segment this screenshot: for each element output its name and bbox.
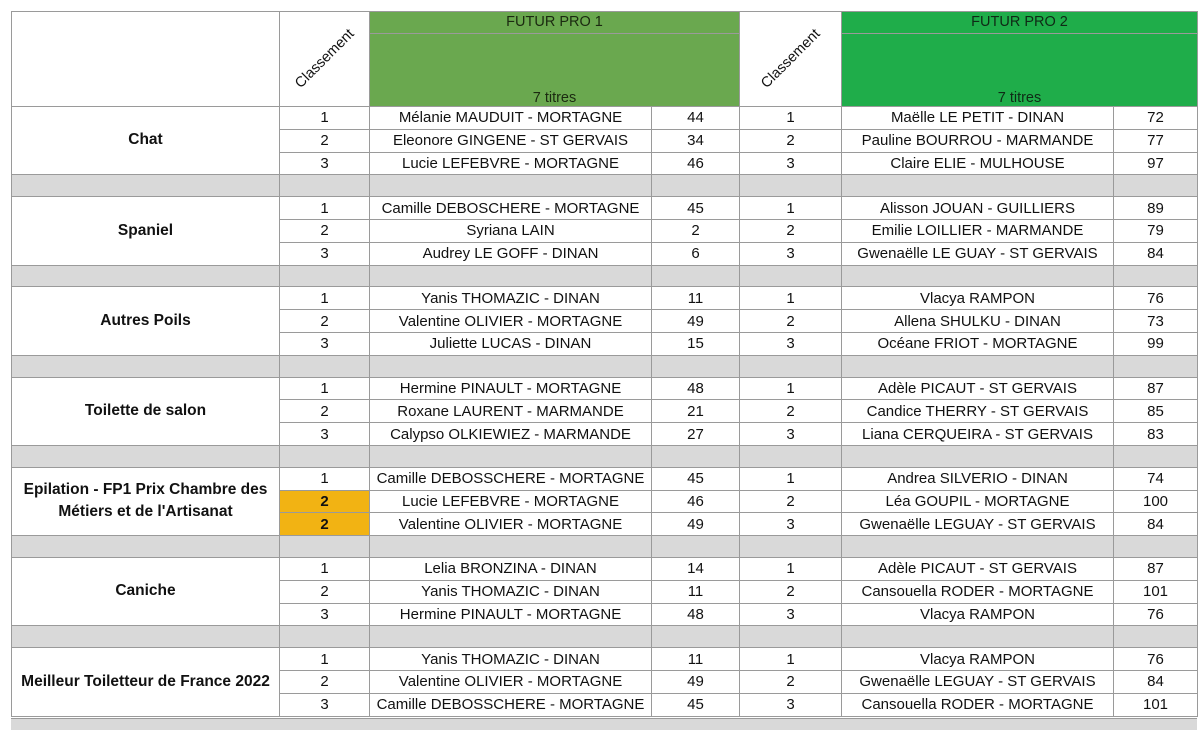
spacer-cell — [370, 536, 652, 558]
spacer-cell — [370, 355, 652, 377]
fp1-number-cell: 45 — [652, 693, 740, 716]
fp2-number-cell: 83 — [1114, 423, 1198, 446]
category-label: Spaniel — [12, 197, 280, 265]
spacer-cell — [280, 626, 370, 648]
fp2-number-cell: 77 — [1114, 129, 1198, 152]
spacer-cell — [1114, 626, 1198, 648]
fp1-rank-cell: 2 — [280, 580, 370, 603]
fp2-name-cell: Cansouella RODER - MORTAGNE — [842, 580, 1114, 603]
category-label: Chat — [12, 107, 280, 175]
spacer-cell — [12, 536, 280, 558]
fp1-name-cell: Hermine PINAULT - MORTAGNE — [370, 603, 652, 626]
fp1-name-cell: Audrey LE GOFF - DINAN — [370, 242, 652, 265]
fp1-rank-cell: 2 — [280, 129, 370, 152]
fp2-number-cell: 101 — [1114, 580, 1198, 603]
fp1-name-cell: Lelia BRONZINA - DINAN — [370, 557, 652, 580]
fp2-name-cell: Vlacya RAMPON — [842, 603, 1114, 626]
fp1-number-cell: 45 — [652, 467, 740, 490]
spacer-cell — [740, 355, 842, 377]
fp1-name-cell: Eleonore GINGENE - ST GERVAIS — [370, 129, 652, 152]
fp2-number-cell: 84 — [1114, 242, 1198, 265]
fp2-name-cell: Candice THERRY - ST GERVAIS — [842, 400, 1114, 423]
spacer-cell — [1114, 536, 1198, 558]
table-row — [12, 557, 1198, 580]
fp2-number-cell: 87 — [1114, 557, 1198, 580]
classement-header-fp2: Classement — [740, 12, 842, 107]
fp2-rank-cell: 3 — [740, 242, 842, 265]
spacer-cell — [370, 626, 652, 648]
fp1-number-cell: 46 — [652, 152, 740, 175]
fp2-name-cell: Vlacya RAMPON — [842, 287, 1114, 310]
fp2-name-cell: Claire ELIE - MULHOUSE — [842, 152, 1114, 175]
fp2-number-cell: 72 — [1114, 107, 1198, 130]
fp2-rank-cell: 3 — [740, 513, 842, 536]
fp2-number-cell: 100 — [1114, 490, 1198, 513]
fp2-number-cell: 99 — [1114, 332, 1198, 355]
fp2-rank-cell: 3 — [740, 693, 842, 716]
fp1-name-cell: Valentine OLIVIER - MORTAGNE — [370, 310, 652, 333]
fp2-rank-cell: 2 — [740, 129, 842, 152]
spacer-cell — [370, 445, 652, 467]
fp1-name-cell: Camille DEBOSSCHERE - MORTAGNE — [370, 467, 652, 490]
fp1-number-cell: 15 — [652, 332, 740, 355]
fp1-number-cell: 11 — [652, 287, 740, 310]
spacer-cell — [280, 536, 370, 558]
fp1-number-cell: 48 — [652, 377, 740, 400]
fp2-name-cell: Léa GOUPIL - MORTAGNE — [842, 490, 1114, 513]
category-label: Meilleur Toiletteur de France 2022 — [12, 648, 280, 716]
spacer-cell — [652, 355, 740, 377]
fp1-name-cell: Lucie LEFEBVRE - MORTAGNE — [370, 490, 652, 513]
spacer-cell — [740, 175, 842, 197]
fp1-name-cell: Lucie LEFEBVRE - MORTAGNE — [370, 152, 652, 175]
fp1-name-cell: Mélanie MAUDUIT - MORTAGNE — [370, 107, 652, 130]
fp2-rank-cell: 1 — [740, 557, 842, 580]
spacer-cell — [652, 445, 740, 467]
spacer-row — [12, 626, 1198, 648]
fp1-number-cell: 2 — [652, 219, 740, 242]
fp1-number-cell: 44 — [652, 107, 740, 130]
fp2-rank-cell: 2 — [740, 310, 842, 333]
table-row — [12, 467, 1198, 490]
fp1-name-cell: Camille DEBOSCHERE - MORTAGNE — [370, 197, 652, 220]
fp1-number-cell: 11 — [652, 648, 740, 671]
fp2-number-cell: 89 — [1114, 197, 1198, 220]
table-row — [12, 648, 1198, 671]
spacer-cell — [842, 175, 1114, 197]
fp2-rank-cell: 1 — [740, 287, 842, 310]
spacer-cell — [652, 265, 740, 287]
fp1-name-cell: Roxane LAURENT - MARMANDE — [370, 400, 652, 423]
fp2-name-cell: Adèle PICAUT - ST GERVAIS — [842, 377, 1114, 400]
fp1-rank-cell: 1 — [280, 107, 370, 130]
spacer-cell — [842, 265, 1114, 287]
spacer-cell — [280, 445, 370, 467]
fp2-name-cell: Gwenaëlle LEGUAY - ST GERVAIS — [842, 513, 1114, 536]
fp1-rank-cell: 2 — [280, 670, 370, 693]
fp1-title: FUTUR PRO 1 — [370, 12, 740, 34]
fp1-number-cell: 6 — [652, 242, 740, 265]
fp1-rank-cell: 1 — [280, 648, 370, 671]
fp2-rank-cell: 2 — [740, 670, 842, 693]
spacer-row — [12, 265, 1198, 287]
fp2-name-cell: Vlacya RAMPON — [842, 648, 1114, 671]
spacer-row — [12, 175, 1198, 197]
fp1-rank-cell: 3 — [280, 603, 370, 626]
fp2-name-cell: Liana CERQUEIRA - ST GERVAIS — [842, 423, 1114, 446]
fp1-rank-cell: 3 — [280, 693, 370, 716]
fp1-name-cell: Valentine OLIVIER - MORTAGNE — [370, 670, 652, 693]
fp1-number-cell: 21 — [652, 400, 740, 423]
fp2-name-cell: Maëlle LE PETIT - DINAN — [842, 107, 1114, 130]
fp1-rank-cell: 1 — [280, 557, 370, 580]
category-label: Caniche — [12, 557, 280, 625]
fp1-name-cell: Hermine PINAULT - MORTAGNE — [370, 377, 652, 400]
fp2-number-cell: 87 — [1114, 377, 1198, 400]
category-label: Toilette de salon — [12, 377, 280, 445]
spacer-cell — [652, 536, 740, 558]
fp1-name-cell: Yanis THOMAZIC - DINAN — [370, 287, 652, 310]
fp2-number-cell: 76 — [1114, 603, 1198, 626]
spacer-row — [12, 445, 1198, 467]
fp2-number-cell: 97 — [1114, 152, 1198, 175]
fp2-name-cell: Andrea SILVERIO - DINAN — [842, 467, 1114, 490]
fp1-name-cell: Juliette LUCAS - DINAN — [370, 332, 652, 355]
fp1-rank-cell: 2 — [280, 513, 370, 536]
fp2-subtitle: 7 titres — [842, 34, 1198, 107]
table-row — [12, 287, 1198, 310]
fp2-name-cell: Allena SHULKU - DINAN — [842, 310, 1114, 333]
table-row — [12, 197, 1198, 220]
spacer-cell — [740, 265, 842, 287]
fp1-rank-cell: 3 — [280, 242, 370, 265]
fp2-number-cell: 73 — [1114, 310, 1198, 333]
fp2-name-cell: Pauline BOURROU - MARMANDE — [842, 129, 1114, 152]
fp1-rank-cell: 1 — [280, 377, 370, 400]
fp1-subtitle: 7 titres — [370, 34, 740, 107]
fp2-rank-cell: 2 — [740, 580, 842, 603]
spacer-cell — [280, 265, 370, 287]
spacer-row — [12, 355, 1198, 377]
fp2-name-cell: Océane FRIOT - MORTAGNE — [842, 332, 1114, 355]
spacer-cell — [280, 355, 370, 377]
spacer-cell — [1114, 355, 1198, 377]
fp2-title: FUTUR PRO 2 — [842, 12, 1198, 34]
fp1-number-cell: 49 — [652, 670, 740, 693]
spacer-cell — [12, 626, 280, 648]
fp1-rank-cell: 1 — [280, 467, 370, 490]
spacer-cell — [12, 265, 280, 287]
fp1-rank-cell: 2 — [280, 310, 370, 333]
fp2-rank-cell: 3 — [740, 152, 842, 175]
fp2-number-cell: 76 — [1114, 287, 1198, 310]
spacer-cell — [12, 445, 280, 467]
fp1-rank-cell: 2 — [280, 490, 370, 513]
spacer-cell — [842, 626, 1114, 648]
fp1-rank-cell: 1 — [280, 287, 370, 310]
fp1-name-cell: Yanis THOMAZIC - DINAN — [370, 580, 652, 603]
spacer-cell — [842, 536, 1114, 558]
fp1-number-cell: 45 — [652, 197, 740, 220]
spacer-cell — [12, 175, 280, 197]
spacer-cell — [1114, 265, 1198, 287]
classement-header-fp1: Classement — [280, 12, 370, 107]
fp2-number-cell: 79 — [1114, 219, 1198, 242]
spacer-cell — [652, 175, 740, 197]
fp2-rank-cell: 3 — [740, 603, 842, 626]
spacer-cell — [12, 355, 280, 377]
spacer-cell — [370, 265, 652, 287]
fp2-rank-cell: 1 — [740, 107, 842, 130]
fp1-name-cell: Calypso OLKIEWIEZ - MARMANDE — [370, 423, 652, 446]
fp1-number-cell: 49 — [652, 310, 740, 333]
fp1-number-cell: 27 — [652, 423, 740, 446]
fp1-rank-cell: 1 — [280, 197, 370, 220]
results-table — [11, 11, 1198, 717]
fp1-name-cell: Syriana LAIN — [370, 219, 652, 242]
fp2-rank-cell: 1 — [740, 377, 842, 400]
spacer-cell — [1114, 445, 1198, 467]
table-row — [12, 377, 1198, 400]
fp2-name-cell: Emilie LOILLIER - MARMANDE — [842, 219, 1114, 242]
fp2-name-cell: Cansouella RODER - MORTAGNE — [842, 693, 1114, 716]
spacer-row — [12, 536, 1198, 558]
table-row — [12, 107, 1198, 130]
fp1-number-cell: 11 — [652, 580, 740, 603]
spacer-cell — [740, 536, 842, 558]
fp2-rank-cell: 2 — [740, 400, 842, 423]
spacer-cell — [370, 175, 652, 197]
fp1-rank-cell: 3 — [280, 332, 370, 355]
fp2-number-cell: 84 — [1114, 670, 1198, 693]
fp1-number-cell: 48 — [652, 603, 740, 626]
fp1-rank-cell: 2 — [280, 400, 370, 423]
fp1-rank-cell: 3 — [280, 152, 370, 175]
fp2-rank-cell: 1 — [740, 648, 842, 671]
category-label: Autres Poils — [12, 287, 280, 355]
fp1-rank-cell: 2 — [280, 219, 370, 242]
fp1-rank-cell: 3 — [280, 423, 370, 446]
fp2-rank-cell: 3 — [740, 332, 842, 355]
spacer-cell — [842, 355, 1114, 377]
fp2-name-cell: Gwenaëlle LE GUAY - ST GERVAIS — [842, 242, 1114, 265]
fp2-rank-cell: 2 — [740, 219, 842, 242]
spacer-cell — [280, 175, 370, 197]
spacer-cell — [740, 445, 842, 467]
fp2-rank-cell: 3 — [740, 423, 842, 446]
spacer-cell — [652, 626, 740, 648]
fp1-name-cell: Valentine OLIVIER - MORTAGNE — [370, 513, 652, 536]
fp1-name-cell: Yanis THOMAZIC - DINAN — [370, 648, 652, 671]
fp1-number-cell: 14 — [652, 557, 740, 580]
header-blank-cell — [12, 12, 280, 107]
fp2-number-cell: 76 — [1114, 648, 1198, 671]
fp2-rank-cell: 1 — [740, 467, 842, 490]
bottom-spacer-row — [11, 718, 1197, 730]
fp2-name-cell: Gwenaëlle LEGUAY - ST GERVAIS — [842, 670, 1114, 693]
fp2-number-cell: 74 — [1114, 467, 1198, 490]
fp1-number-cell: 46 — [652, 490, 740, 513]
fp2-number-cell: 84 — [1114, 513, 1198, 536]
fp1-name-cell: Camille DEBOSSCHERE - MORTAGNE — [370, 693, 652, 716]
fp2-number-cell: 85 — [1114, 400, 1198, 423]
fp2-number-cell: 101 — [1114, 693, 1198, 716]
fp1-number-cell: 34 — [652, 129, 740, 152]
spacer-cell — [740, 626, 842, 648]
category-label: Epilation - FP1 Prix Chambre des Métiers et de l'Artisanat — [12, 467, 280, 535]
spacer-cell — [842, 445, 1114, 467]
spacer-cell — [1114, 175, 1198, 197]
fp2-name-cell: Alisson JOUAN - GUILLIERS — [842, 197, 1114, 220]
fp2-rank-cell: 1 — [740, 197, 842, 220]
fp2-name-cell: Adèle PICAUT - ST GERVAIS — [842, 557, 1114, 580]
fp2-rank-cell: 2 — [740, 490, 842, 513]
fp1-number-cell: 49 — [652, 513, 740, 536]
